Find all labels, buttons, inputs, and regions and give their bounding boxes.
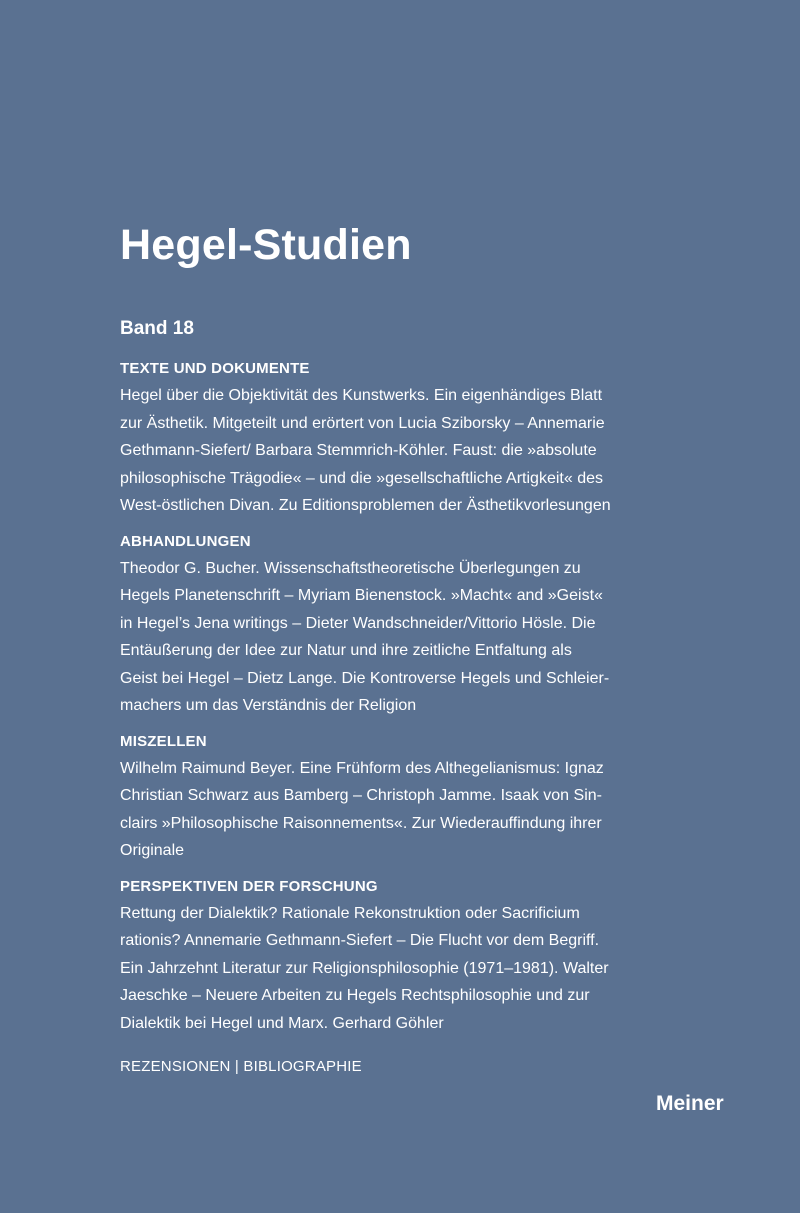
section-perspektiven-der-forschung — [120, 873, 700, 1038]
section-line: Geist bei Hegel – Dietz Lange. Die Kontroverse Hegels und Schleier- — [120, 669, 610, 687]
section-line: West-östlichen Divan. Zu Editionsproblemen der Ästhetikvorlesungen — [120, 497, 611, 514]
table-of-contents — [120, 355, 700, 1045]
section-line: Dialektik bei Hegel und Marx. Gerhard Göhler — [120, 1014, 444, 1032]
section-line: machers um das Verständnis der Religion — [120, 697, 417, 714]
section-heading: ABHANDLUNGEN — [120, 532, 251, 550]
section-line: rationis? Annemarie Gethmann-Siefert – Die Flucht vor dem Begriff. — [120, 932, 600, 949]
section-line: Entäußerung der Idee zur Natur und ihre zeitliche Entfaltung als — [120, 642, 572, 659]
section-line: zur Ästhetik. Mitgeteilt und erörtert von Lucia Sziborsky – Annemarie — [120, 414, 605, 432]
book-title: Hegel-Studien — [120, 221, 412, 269]
section-miszellen — [120, 728, 700, 865]
section-texte-und-dokumente — [120, 355, 700, 520]
volume-label: Band 18 — [120, 318, 194, 339]
footer-sections: REZENSIONEN | BIBLIOGRAPHIE — [120, 1058, 362, 1075]
section-line: in Hegel’s Jena writings – Dieter Wandschneider/Vittorio Hösle. Die — [120, 614, 596, 632]
section-line: Hegel über die Objektivität des Kunstwerks. Ein eigenhändiges Blatt — [120, 387, 603, 404]
section-line: clairs »Philosophische Raisonnements«. Zur Wiederauffindung ihrer — [120, 814, 602, 832]
section-line: Originale — [120, 842, 185, 859]
section-line: Rettung der Dialektik? Rationale Rekonstruktion oder Sacrificium — [120, 904, 580, 922]
section-abhandlungen — [120, 528, 700, 720]
section-line: Christian Schwarz aus Bamberg – Christoph Jamme. Isaak von Sin- — [120, 787, 602, 804]
section-heading: TEXTE UND DOKUMENTE — [120, 360, 310, 377]
section-line: Theodor G. Bucher. Wissenschaftstheoretische Überlegungen zu — [120, 559, 581, 577]
section-line: Gethmann-Siefert/ Barbara Stemmrich-Köhler. Faust: die »absolute — [120, 442, 597, 459]
section-line: Wilhelm Raimund Beyer. Eine Frühform des Althegelianismus: Ignaz — [120, 759, 604, 777]
section-line: Hegels Planetenschrift – Myriam Bienenstock. »Macht« and »Geist« — [120, 587, 603, 604]
publisher-logo: Meiner — [656, 1092, 724, 1115]
section-heading: PERSPEKTIVEN DER FORSCHUNG — [120, 877, 378, 895]
section-line: philosophische Trägodie« – und die »gesellschaftliche Artigkeit« des — [120, 469, 603, 487]
section-heading: MISZELLEN — [120, 732, 207, 750]
section-line: Jaeschke – Neuere Arbeiten zu Hegels Rechtsphilosophie und zur — [120, 987, 590, 1004]
section-line: Ein Jahrzehnt Literatur zur Religionsphilosophie (1971–1981). Walter — [120, 959, 609, 977]
